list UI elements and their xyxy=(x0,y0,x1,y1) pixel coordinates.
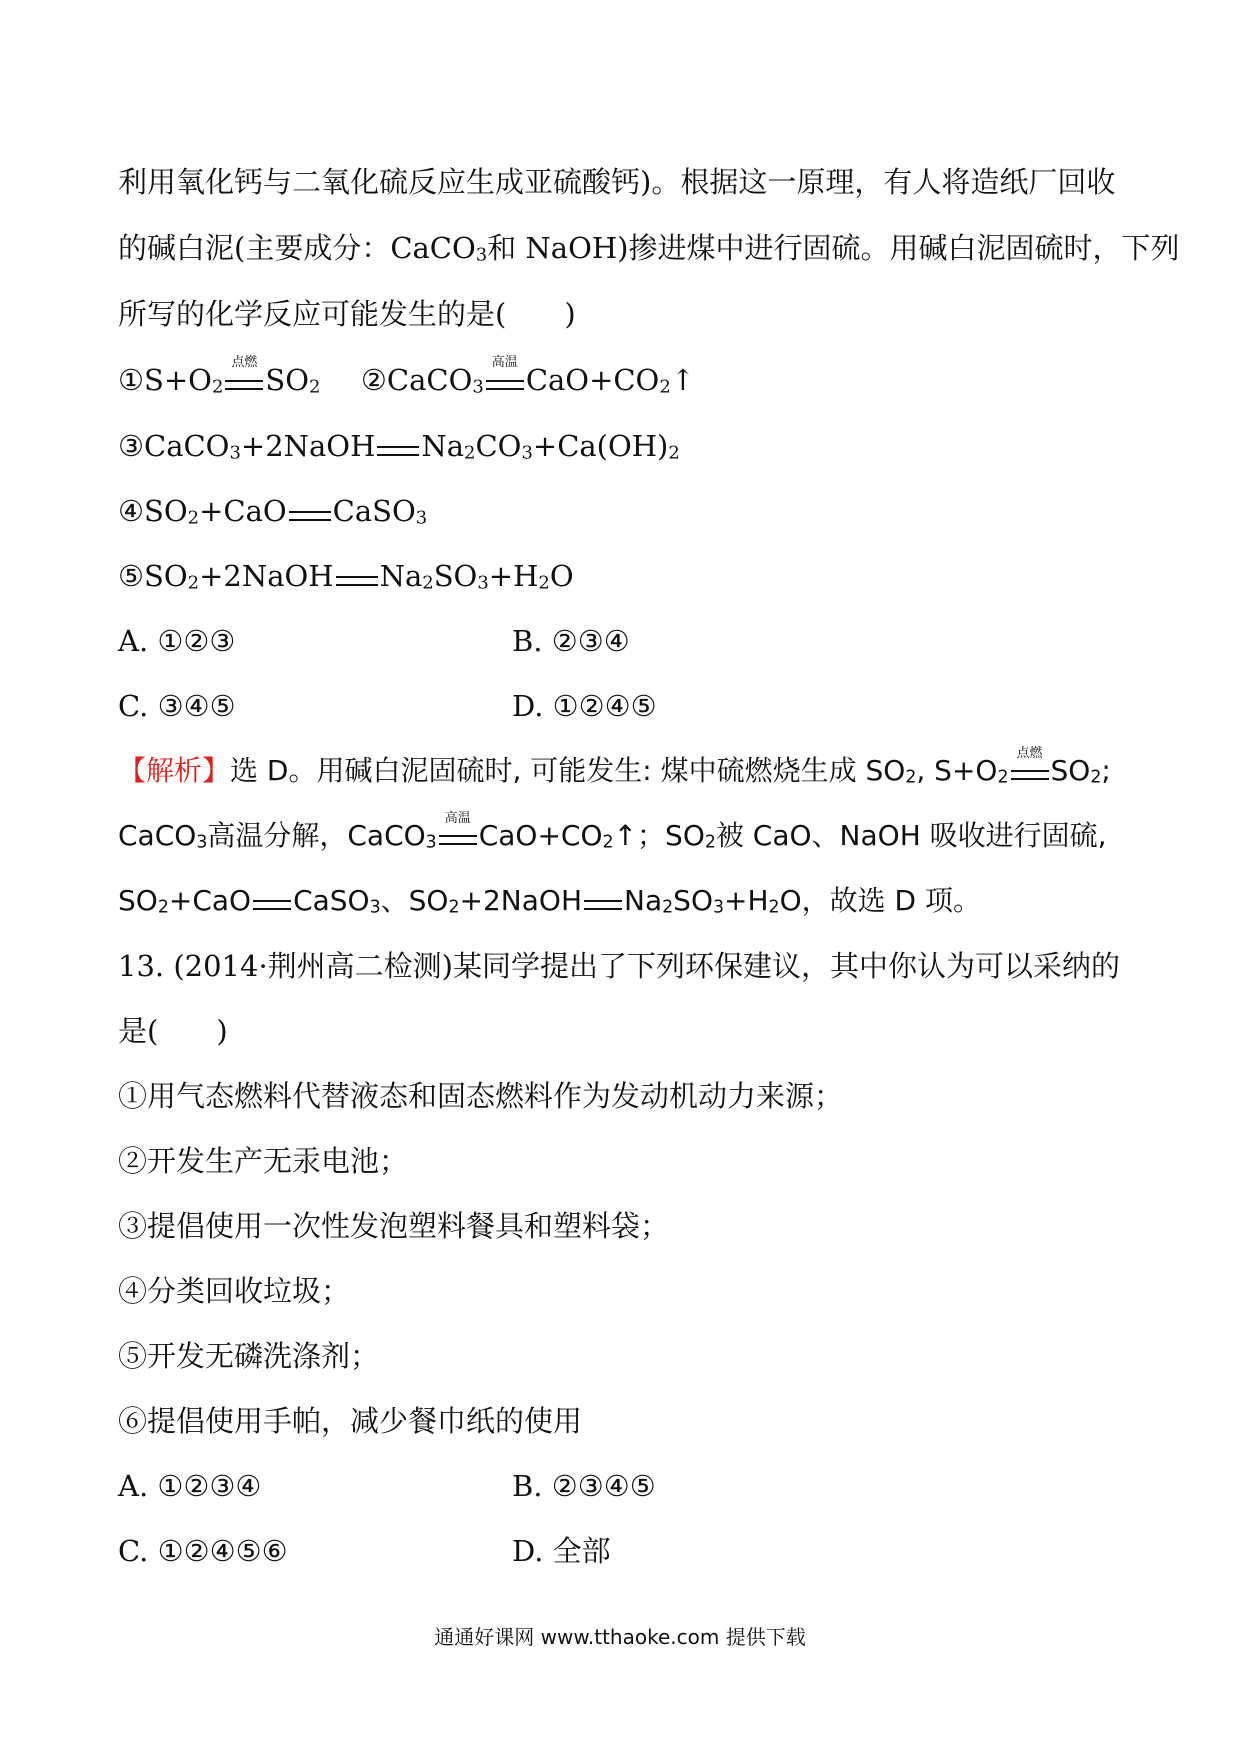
subscript: 2 xyxy=(448,897,460,918)
subscript: 2 xyxy=(704,832,716,853)
subscript: 2 xyxy=(659,376,671,398)
reaction-2-rhs: CaO+CO xyxy=(525,363,660,397)
q13-option-b: B. ②③④⑤ xyxy=(512,1469,656,1503)
reaction-condition xyxy=(1011,746,1049,791)
reaction-3-number: ③ xyxy=(118,429,144,463)
analysis-line-1 xyxy=(118,746,1111,798)
equals-bar xyxy=(289,511,331,521)
subscript: 2 xyxy=(309,376,321,398)
subscript: 2 xyxy=(211,376,224,398)
reaction-5-rhs-d: O xyxy=(549,559,574,593)
reaction-2-lhs: CaCO xyxy=(386,363,473,397)
reaction-1-number: ① xyxy=(118,363,144,397)
q13-item-1: ①用气态燃料代替液态和固态燃料作为发动机动力来源； xyxy=(118,1079,844,1113)
q13-option-d: D. 全部 xyxy=(512,1534,611,1568)
subscript: 2 xyxy=(464,442,476,464)
subscript: 3 xyxy=(425,832,437,853)
q12-line-1: 利用氧化钙与二氧化硫反应生成亚硫酸钙)。根据这一原理，有人将造纸厂回收 xyxy=(118,165,1116,199)
q13-item-6: ⑥提倡使用手帕，减少餐巾纸的使用 xyxy=(118,1404,583,1438)
subscript: 3 xyxy=(369,897,381,918)
subscript: 2 xyxy=(157,897,169,918)
subscript: 2 xyxy=(1090,767,1102,788)
reaction-condition xyxy=(225,355,263,400)
reaction-3-rhs-c: +Ca(OH) xyxy=(532,429,669,463)
reaction-4-lhs-b: +CaO xyxy=(199,494,287,528)
analysis-text: +CaO xyxy=(168,884,252,917)
equals-bar xyxy=(336,576,378,586)
q12-line-2-text-a: 的碱白泥(主要成分：CaCO xyxy=(118,231,476,265)
analysis-text: Na xyxy=(624,884,663,917)
q12-line-2 xyxy=(118,228,1179,276)
subscript: 3 xyxy=(415,507,428,529)
equals-bar xyxy=(253,900,291,910)
reaction-3-lhs: CaCO xyxy=(144,429,230,463)
subscript: 3 xyxy=(521,442,533,464)
equals-sign xyxy=(377,426,419,466)
subscript: 3 xyxy=(712,897,725,918)
reaction-3 xyxy=(118,426,680,474)
up-arrow-icon: ↑ xyxy=(670,363,696,397)
analysis-line-3 xyxy=(118,881,981,928)
subscript: 3 xyxy=(229,442,241,464)
reaction-5-lhs-b: +2NaOH xyxy=(199,559,334,593)
q13-item-4: ④分类回收垃圾； xyxy=(118,1274,351,1308)
analysis-text: ; xyxy=(1101,754,1111,787)
reaction-4-number: ④ xyxy=(118,494,144,528)
q13-line-2: 是( ) xyxy=(118,1014,228,1048)
reaction-5-rhs-c: +H xyxy=(488,559,539,593)
reaction-5-lhs: SO xyxy=(144,559,188,593)
q12-option-b: B. ②③④ xyxy=(512,624,630,658)
page-footer: 通通好课网 www.tthaoke.com 提供下载 xyxy=(434,1625,806,1649)
reaction-3-rhs-b: CO xyxy=(475,429,522,463)
reaction-3-rhs: Na xyxy=(421,429,465,463)
analysis-line-2 xyxy=(118,811,1107,863)
subscript: 3 xyxy=(196,832,208,853)
q12-line-2-text-b: 和 NaOH)掺进煤中进行固硫。用碱白泥固硫时，下列 xyxy=(487,231,1180,265)
q13-line-1: 13. (2014·荆州高二检测)某同学提出了下列环保建议，其中你认为可以采纳的 xyxy=(118,949,1120,983)
analysis-text: SO xyxy=(1050,754,1091,787)
reaction-1-lhs: S+O xyxy=(144,363,212,397)
subscript: 3 xyxy=(477,572,489,594)
analysis-text: +H xyxy=(724,884,769,917)
condition-text: 高温 xyxy=(491,355,518,370)
analysis-text: 高温分解，CaCO xyxy=(207,819,426,852)
q12-option-a: A. ①②③ xyxy=(118,624,236,658)
analysis-text: SO xyxy=(673,884,713,917)
equals-bar xyxy=(377,446,419,456)
reaction-5 xyxy=(118,556,574,604)
analysis-text: 被 CaO、NaOH 吸收进行固硫, xyxy=(715,819,1107,852)
equals-bar xyxy=(584,900,622,910)
reaction-3-lhs-b: +2NaOH xyxy=(240,429,376,463)
equals-sign xyxy=(1011,770,1049,780)
subscript: 2 xyxy=(668,442,680,464)
analysis-text: CaCO xyxy=(118,819,197,852)
analysis-text: SO xyxy=(118,884,158,917)
reaction-5-rhs-b: SO xyxy=(433,559,478,593)
analysis-text: O，故选 D 项。 xyxy=(779,884,981,917)
reaction-5-number: ⑤ xyxy=(118,559,144,593)
subscript: 2 xyxy=(422,572,434,594)
q13-item-3: ③提倡使用一次性发泡塑料餐具和塑料袋； xyxy=(118,1209,670,1243)
reaction-condition xyxy=(486,355,524,400)
subscript: 2 xyxy=(187,507,200,529)
reaction-condition xyxy=(439,811,477,856)
subscript: 3 xyxy=(475,244,488,266)
reaction-4 xyxy=(118,491,427,539)
condition-text: 点燃 xyxy=(231,355,258,370)
analysis-text: CaSO xyxy=(293,884,370,917)
reaction-2-number: ② xyxy=(360,363,387,397)
reactions-1-2 xyxy=(118,355,696,408)
condition-text: 高温 xyxy=(444,811,471,826)
q12-option-c: C. ③④⑤ xyxy=(118,689,236,723)
analysis-text: , S+O xyxy=(916,754,998,787)
analysis-text: 、SO xyxy=(380,884,449,917)
subscript: 2 xyxy=(997,767,1009,788)
analysis-text: +2NaOH xyxy=(459,884,583,917)
analysis-text: ↑；SO xyxy=(613,819,705,852)
equals-sign xyxy=(336,556,378,596)
subscript: 3 xyxy=(472,376,484,398)
equals-sign xyxy=(486,380,524,390)
equals-sign xyxy=(225,380,263,390)
q13-option-c: C. ①②④⑤⑥ xyxy=(118,1534,288,1568)
analysis-text: 选 D。用碱白泥固硫时, 可能发生: 煤中硫燃烧生成 SO xyxy=(230,754,906,787)
subscript: 2 xyxy=(662,897,674,918)
analysis-text: CaO+CO xyxy=(478,819,603,852)
subscript: 2 xyxy=(602,832,614,853)
q12-line-3: 所写的化学反应可能发生的是( ) xyxy=(118,297,576,331)
equals-sign xyxy=(584,881,622,921)
reaction-4-lhs: SO xyxy=(144,494,188,528)
analysis-tag: 【解析】 xyxy=(118,754,231,787)
q13-item-2: ②开发生产无汞电池； xyxy=(118,1144,409,1178)
equals-sign xyxy=(289,491,331,531)
subscript: 2 xyxy=(187,572,200,594)
equals-sign xyxy=(439,835,477,845)
subscript: 2 xyxy=(768,897,780,918)
q13-item-5: ⑤开发无磷洗涤剂； xyxy=(118,1339,380,1373)
equals-sign xyxy=(253,881,291,921)
q12-option-d: D. ①②④⑤ xyxy=(512,689,657,723)
reaction-4-rhs: CaSO xyxy=(332,494,416,528)
reaction-1-rhs: SO xyxy=(265,363,310,397)
subscript: 2 xyxy=(905,767,917,788)
reaction-5-rhs: Na xyxy=(379,559,423,593)
condition-text: 点燃 xyxy=(1016,746,1043,761)
subscript: 2 xyxy=(538,572,550,594)
q13-option-a: A. ①②③④ xyxy=(118,1469,262,1503)
